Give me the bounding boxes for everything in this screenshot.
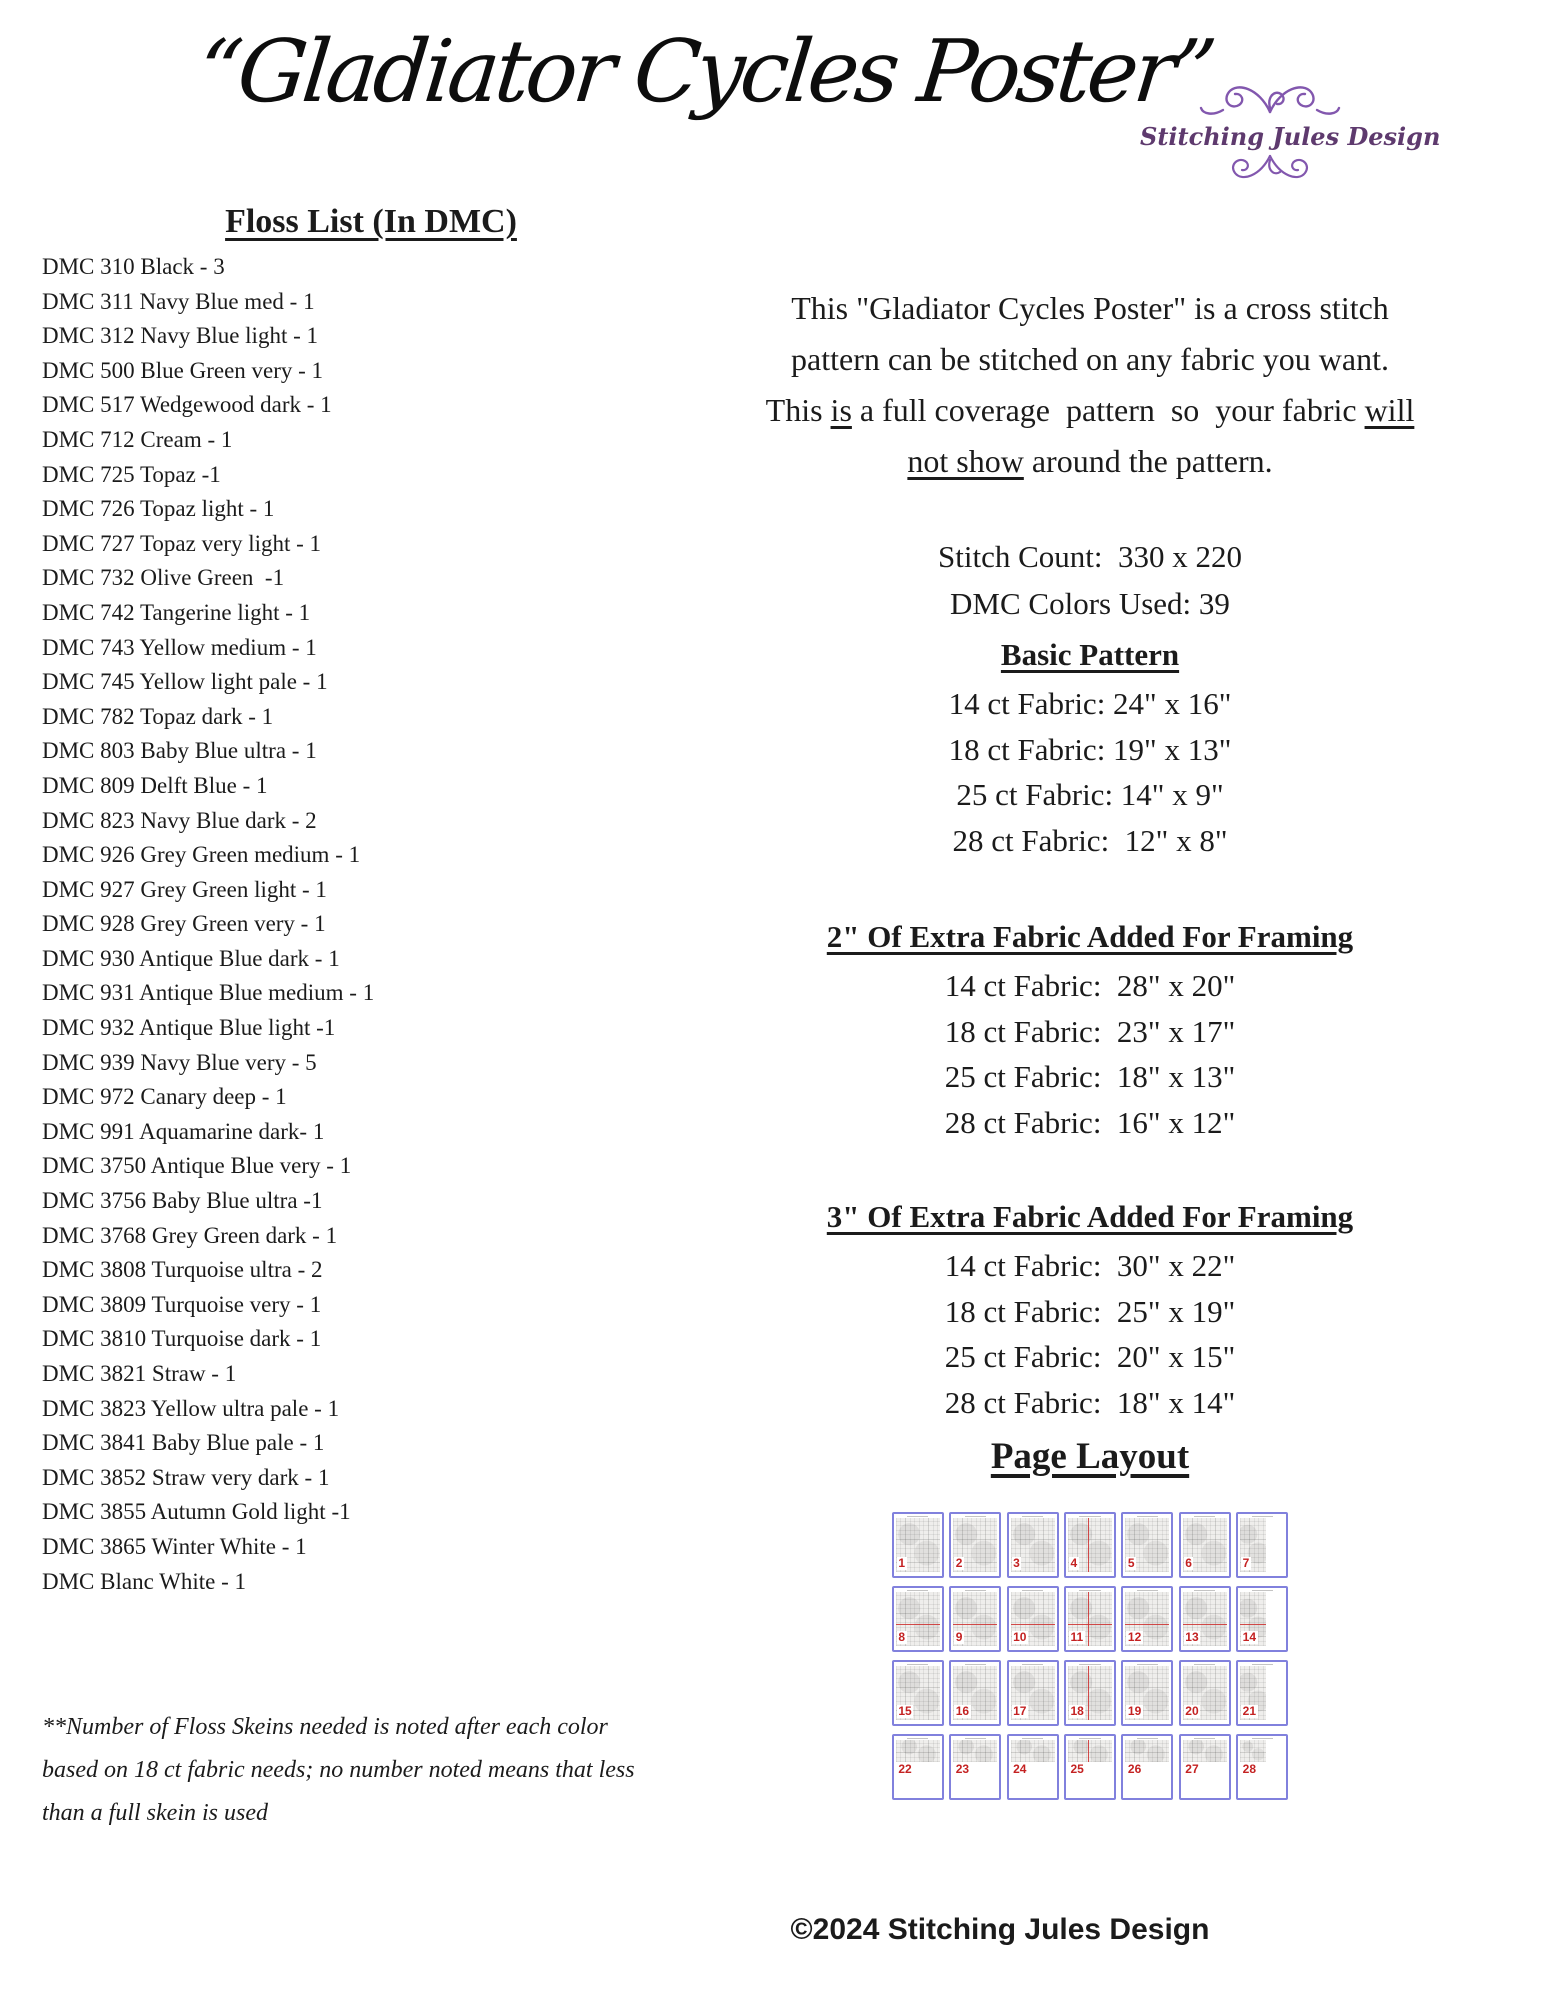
intro-line: This "Gladiator Cycles Poster" is a cross stitch	[791, 290, 1389, 326]
page-thumbnail	[892, 1512, 944, 1578]
page-thumbnail	[892, 1734, 944, 1800]
floss-item: DMC 732 Olive Green -1	[42, 565, 285, 591]
pattern-grid-texture	[1011, 1740, 1055, 1762]
page-thumbnail	[1007, 1734, 1059, 1800]
page-number: 3	[1013, 1556, 1020, 1570]
floss-item: DMC 926 Grey Green medium - 1	[42, 842, 361, 868]
page-number: 24	[1013, 1762, 1027, 1776]
pattern-grid-texture	[1068, 1740, 1112, 1762]
page-thumbnail	[949, 1512, 1001, 1578]
pattern-grid-texture	[896, 1740, 940, 1762]
page-thumbnail	[1121, 1734, 1173, 1800]
brand-logo	[1140, 78, 1441, 186]
floss-item: DMC 809 Delft Blue - 1	[42, 772, 268, 798]
floss-item: DMC 3855 Autumn Gold light -1	[42, 1499, 351, 1525]
page-thumbnail	[1064, 1734, 1116, 1800]
page-thumbnail	[1236, 1734, 1288, 1800]
floss-item: DMC 745 Yellow light pale - 1	[42, 669, 328, 695]
fabric-size-row: 28 ct Fabric: 12" x 8"	[952, 822, 1228, 858]
page-thumbnail	[892, 1660, 944, 1726]
page-title: “Gladiator Cycles Poster”	[193, 22, 1217, 122]
pattern-grid-texture	[953, 1740, 997, 1762]
page-number: 20	[1185, 1704, 1199, 1718]
page-thumbnail	[949, 1660, 1001, 1726]
floss-item: DMC 3808 Turquoise ultra - 2	[42, 1257, 323, 1283]
intro-line: not show around the pattern.	[907, 443, 1273, 479]
intro-paragraph	[700, 283, 1480, 487]
floss-item: DMC 931 Antique Blue medium - 1	[42, 980, 375, 1006]
page-thumbnail	[1064, 1660, 1116, 1726]
pattern-grid-texture	[1240, 1740, 1266, 1762]
fabric-size-row: 25 ct Fabric: 18" x 13"	[944, 1059, 1236, 1094]
fabric-size-row: 18 ct Fabric: 23" x 17"	[944, 1013, 1236, 1049]
fabric-size-row: 14 ct Fabric: 24" x 16"	[948, 686, 1232, 721]
floss-item: DMC 3823 Yellow ultra pale - 1	[42, 1395, 340, 1421]
copyright-footer: ©2024 Stitching Jules Design	[790, 1913, 1210, 1946]
page-number: 23	[955, 1762, 970, 1776]
fabric-size-row: 25 ct Fabric: 20" x 15"	[944, 1339, 1236, 1374]
page-number: 6	[1185, 1556, 1192, 1570]
floss-item: DMC 311 Navy Blue med - 1	[42, 288, 315, 314]
size-sections	[700, 635, 1480, 1425]
page-number: 28	[1242, 1762, 1257, 1776]
floss-item: DMC 3852 Straw very dark - 1	[42, 1464, 330, 1490]
page-layout-grid	[892, 1512, 1288, 1800]
floss-item: DMC 743 Yellow medium - 1	[42, 634, 317, 660]
page-thumbnail	[1121, 1512, 1173, 1578]
floss-item: DMC 3756 Baby Blue ultra -1	[42, 1188, 323, 1214]
page-number: 11	[1070, 1630, 1084, 1644]
size-section-heading: Basic Pattern	[1000, 637, 1180, 672]
page-number: 12	[1127, 1630, 1142, 1644]
fabric-size-row: 14 ct Fabric: 28" x 20"	[944, 968, 1236, 1003]
floss-item: DMC 932 Antique Blue light -1	[42, 1015, 336, 1041]
pattern-details-column	[700, 283, 1480, 1800]
floss-item: DMC 803 Baby Blue ultra - 1	[42, 738, 317, 764]
page-thumbnail	[1179, 1734, 1231, 1800]
page-number: 21	[1242, 1704, 1257, 1718]
dmc-colors-used: DMC Colors Used: 39	[950, 586, 1230, 621]
page-thumbnail	[1121, 1660, 1173, 1726]
page-number: 13	[1185, 1630, 1199, 1644]
page-number: 18	[1070, 1704, 1084, 1718]
fabric-size-row: 28 ct Fabric: 16" x 12"	[944, 1104, 1236, 1140]
floss-item: DMC 3821 Straw - 1	[42, 1361, 237, 1386]
page-thumbnail	[1064, 1512, 1116, 1578]
page-number: 9	[955, 1630, 963, 1644]
page-number: 25	[1070, 1762, 1084, 1776]
intro-line: This is a full coverage pattern so your fabric will	[765, 392, 1415, 428]
floss-item: DMC 500 Blue Green very - 1	[42, 357, 324, 383]
floss-item: DMC 3865 Winter White - 1	[42, 1533, 307, 1559]
page-thumbnail	[1121, 1586, 1173, 1652]
floss-item: DMC 3810 Turquoise dark - 1	[42, 1326, 322, 1352]
page-number: 8	[898, 1630, 906, 1644]
stitch-count: Stitch Count: 330 x 220	[938, 539, 1242, 574]
floss-list	[42, 250, 374, 1599]
page-thumbnail	[1179, 1512, 1231, 1578]
page-number: 17	[1013, 1704, 1027, 1718]
floss-item: DMC 725 Topaz -1	[42, 461, 221, 487]
page-number: 2	[955, 1556, 963, 1570]
pattern-grid-texture	[1183, 1740, 1227, 1762]
page-thumbnail	[1236, 1586, 1288, 1652]
floss-item: DMC 930 Antique Blue dark - 1	[42, 945, 340, 971]
flourish-top-icon	[1195, 78, 1345, 124]
brand-name: Stitching Jules Design	[1140, 122, 1441, 151]
floss-item: DMC 927 Grey Green light - 1	[42, 876, 327, 902]
floss-item: DMC 823 Navy Blue dark - 2	[42, 807, 317, 833]
floss-item: DMC 972 Canary deep - 1	[42, 1084, 287, 1110]
page-thumbnail	[1007, 1660, 1059, 1726]
page-number: 10	[1013, 1630, 1027, 1644]
floss-note-line: than a full skein is used	[42, 1800, 268, 1826]
floss-item: DMC 3841 Baby Blue pale - 1	[42, 1430, 325, 1456]
page-number: 16	[955, 1704, 970, 1718]
floss-list-heading: Floss List (In DMC)	[225, 203, 517, 240]
page-thumbnail	[949, 1586, 1001, 1652]
floss-item: DMC 517 Wedgewood dark - 1	[42, 392, 332, 418]
floss-item: DMC 3768 Grey Green dark - 1	[42, 1222, 338, 1248]
size-section-rows	[700, 963, 1480, 1145]
floss-note-line: based on 18 ct fabric needs; no number noted means that less	[42, 1757, 635, 1783]
page-thumbnail	[1179, 1660, 1231, 1726]
fabric-size-row: 14 ct Fabric: 30" x 22"	[944, 1248, 1236, 1283]
page-thumbnail	[1007, 1586, 1059, 1652]
pattern-grid-texture	[1125, 1740, 1169, 1762]
page-number: 14	[1242, 1630, 1257, 1644]
page-number: 4	[1070, 1556, 1078, 1570]
floss-item: DMC 782 Topaz dark - 1	[42, 703, 274, 729]
fabric-size-row: 28 ct Fabric: 18" x 14"	[944, 1384, 1236, 1420]
floss-item: DMC 928 Grey Green very - 1	[42, 911, 326, 937]
floss-item: DMC 726 Topaz light - 1	[42, 496, 275, 522]
fabric-size-row: 18 ct Fabric: 19" x 13"	[948, 731, 1232, 767]
page-thumbnail	[1236, 1512, 1288, 1578]
floss-item: DMC 712 Cream - 1	[42, 426, 233, 452]
page-number: 1	[898, 1556, 906, 1570]
page-number: 7	[1242, 1556, 1250, 1570]
page-number: 26	[1127, 1762, 1142, 1776]
page-thumbnail	[949, 1734, 1001, 1800]
size-section-heading: 3" Of Extra Fabric Added For Framing	[826, 1199, 1354, 1234]
fabric-size-row: 25 ct Fabric: 14" x 9"	[956, 777, 1224, 812]
floss-note-line: **Number of Floss Skeins needed is noted after each color	[42, 1714, 608, 1740]
floss-item: DMC Blanc White - 1	[42, 1568, 246, 1594]
size-section-heading: 2" Of Extra Fabric Added For Framing	[826, 919, 1354, 954]
fabric-size-row: 18 ct Fabric: 25" x 19"	[944, 1293, 1236, 1329]
page-thumbnail	[1179, 1586, 1231, 1652]
floss-item: DMC 312 Navy Blue light - 1	[42, 323, 318, 349]
floss-item: DMC 3750 Antique Blue very - 1	[42, 1153, 352, 1179]
floss-skein-note	[42, 1706, 702, 1835]
page-number: 22	[898, 1762, 912, 1776]
floss-item: DMC 939 Navy Blue very - 5	[42, 1049, 317, 1075]
floss-item: DMC 742 Tangerine light - 1	[42, 599, 311, 625]
floss-item: DMC 310 Black - 3	[42, 254, 225, 279]
intro-line: pattern can be stitched on any fabric you want.	[791, 341, 1389, 377]
floss-item: DMC 991 Aquamarine dark- 1	[42, 1118, 325, 1144]
page-number: 5	[1127, 1556, 1135, 1570]
flourish-bottom-icon	[1210, 150, 1330, 186]
page-layout-heading: Page Layout	[990, 1436, 1190, 1477]
page-thumbnail	[1064, 1586, 1116, 1652]
page-number: 15	[898, 1704, 912, 1718]
page-number: 27	[1185, 1762, 1199, 1776]
page-thumbnail	[892, 1586, 944, 1652]
counts-block	[700, 533, 1480, 627]
size-section-rows	[700, 1243, 1480, 1425]
floss-item: DMC 3809 Turquoise very - 1	[42, 1291, 322, 1317]
floss-item: DMC 727 Topaz very light - 1	[42, 530, 322, 556]
page-number: 19	[1127, 1704, 1142, 1718]
page-thumbnail	[1236, 1660, 1288, 1726]
page-thumbnail	[1007, 1512, 1059, 1578]
size-section-rows	[700, 681, 1480, 863]
